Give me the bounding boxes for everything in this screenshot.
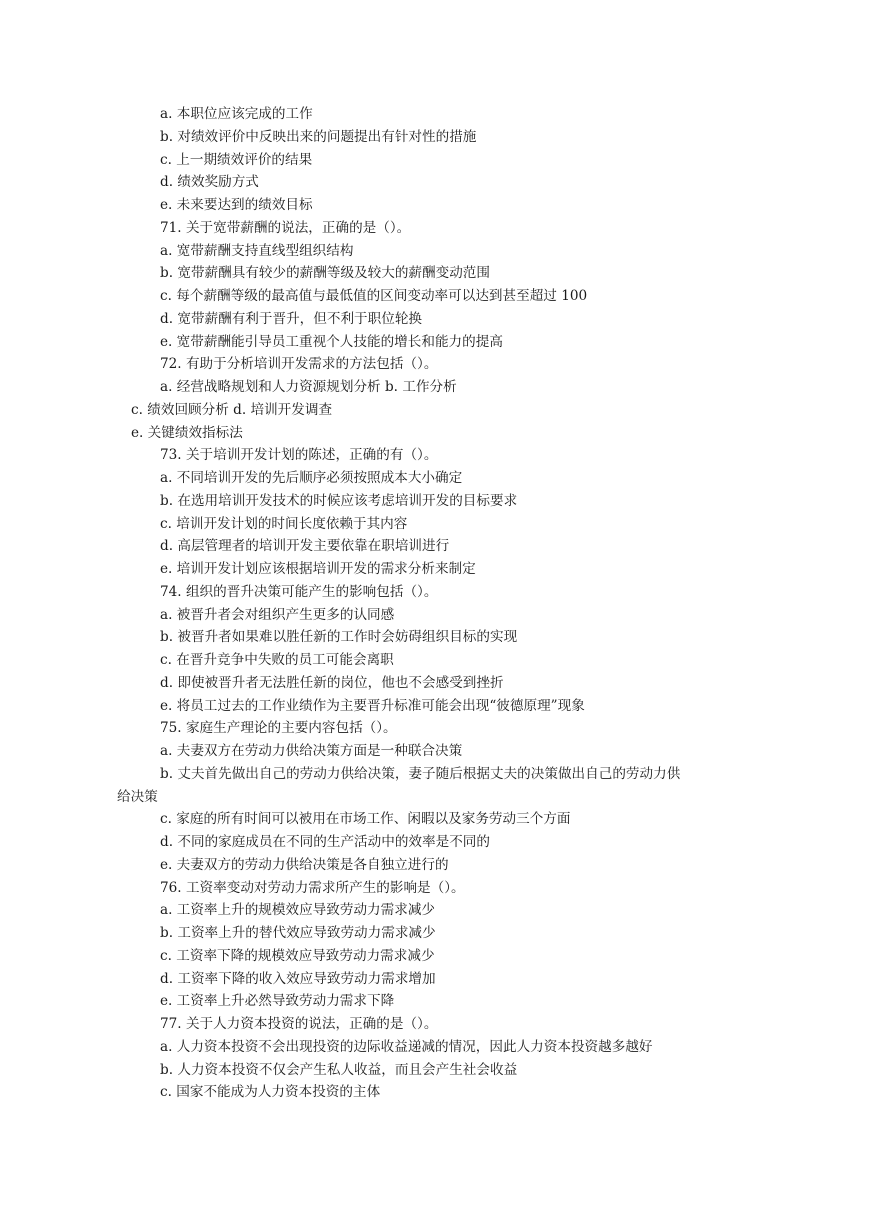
option-line: c. 上一期绩效评价的结果 xyxy=(160,151,313,168)
option-line: b. 工资率上升的替代效应导致劳动力需求减少 xyxy=(160,925,436,941)
question-line: 76. 工资率变动对劳动力需求所产生的影响是（）。 xyxy=(160,879,465,896)
option-line: d. 即使被晋升者无法胜任新的岗位，他也不会感受到挫折 xyxy=(160,674,504,691)
question-line: 74. 组织的晋升决策可能产生的影响包括（）。 xyxy=(160,583,438,600)
option-line: a. 本职位应该完成的工作 xyxy=(160,106,313,122)
option-line: b. 丈夫首先做出自己的劳动力供给决策，妻子随后根据丈夫的决策做出自己的劳动力供 xyxy=(160,765,681,782)
option-line: a. 不同培训开发的先后顺序必须按照成本大小确定 xyxy=(160,470,463,486)
option-line: d. 工资率下降的收入效应导致劳动力需求增加 xyxy=(160,970,436,987)
option-line: a. 人力资本投资不会出现投资的边际收益递减的情况，因此人力资本投资越多越好 xyxy=(160,1038,653,1055)
option-line: e. 夫妻双方的劳动力供给决策是各自独立进行的 xyxy=(160,856,449,873)
text-body xyxy=(0,103,869,1104)
question-line: 73. 关于培训开发计划的陈述，正确的有（）。 xyxy=(160,447,438,464)
option-line: a. 宽带薪酬支持直线型组织结构 xyxy=(160,242,354,259)
option-line: b. 在选用培训开发技术的时候应该考虑培训开发的目标要求 xyxy=(160,492,518,509)
option-line: e. 工资率上升必然导致劳动力需求下降 xyxy=(160,993,395,1010)
question-line: 72. 有助于分析培训开发需求的方法包括（）。 xyxy=(160,356,438,373)
option-line: a. 被晋升者会对组织产生更多的认同感 xyxy=(160,606,395,623)
option-line: a. 夫妻双方在劳动力供给决策方面是一种联合决策 xyxy=(160,743,463,759)
option-line: 给决策 xyxy=(117,788,158,805)
option-line: a. 工资率上升的规模效应导致劳动力需求减少 xyxy=(160,902,436,919)
option-line: b. 被晋升者如果难以胜任新的工作时会妨碍组织目标的实现 xyxy=(160,629,518,646)
option-line: d. 绩效奖励方式 xyxy=(160,174,259,191)
option-line: a. 经营战略规划和人力资源规划分析 b. 工作分析 xyxy=(160,379,457,395)
option-line: c. 培训开发计划的时间长度依赖于其内容 xyxy=(160,515,408,532)
option-line: e. 宽带薪酬能引导员工重视个人技能的增长和能力的提高 xyxy=(160,333,503,350)
option-line: e. 将员工过去的工作业绩作为主要晋升标准可能会出现“彼德原理”现象 xyxy=(160,697,585,714)
question-line: 77. 关于人力资本投资的说法，正确的是（）。 xyxy=(160,1016,438,1032)
question-line: 75. 家庭生产理论的主要内容包括（）。 xyxy=(160,720,397,737)
option-line: e. 关键绩效指标法 xyxy=(131,424,243,441)
option-line: b. 宽带薪酬具有较少的薪酬等级及较大的薪酬变动范围 xyxy=(160,265,490,282)
question-line: 71. 关于宽带薪酬的说法，正确的是（）。 xyxy=(160,219,411,236)
option-line: c. 家庭的所有时间可以被用在市场工作、闲暇以及家务劳动三个方面 xyxy=(160,811,571,828)
option-line: c. 绩效回顾分析 d. 培训开发调查 xyxy=(131,401,333,418)
option-line: c. 每个薪酬等级的最高值与最低值的区间变动率可以达到甚至超过 100 xyxy=(160,288,588,304)
option-line: e. 培训开发计划应该根据培训开发的需求分析来制定 xyxy=(160,561,476,577)
option-line: b. 人力资本投资不仅会产生私人收益，而且会产生社会收益 xyxy=(160,1061,518,1078)
option-line: d. 高层管理者的培训开发主要依靠在职培训进行 xyxy=(160,538,450,555)
option-line: d. 不同的家庭成员在不同的生产活动中的效率是不同的 xyxy=(160,834,490,850)
option-line: c. 工资率下降的规模效应导致劳动力需求减少 xyxy=(160,947,435,964)
option-line: c. 国家不能成为人力资本投资的主体 xyxy=(160,1084,381,1101)
option-line: d. 宽带薪酬有利于晋升，但不利于职位轮换 xyxy=(160,310,423,327)
option-line: c. 在晋升竞争中失败的员工可能会离职 xyxy=(160,652,394,668)
option-line: e. 未来要达到的绩效目标 xyxy=(160,197,313,213)
option-line: b. 对绩效评价中反映出来的问题提出有针对性的措施 xyxy=(160,128,477,145)
